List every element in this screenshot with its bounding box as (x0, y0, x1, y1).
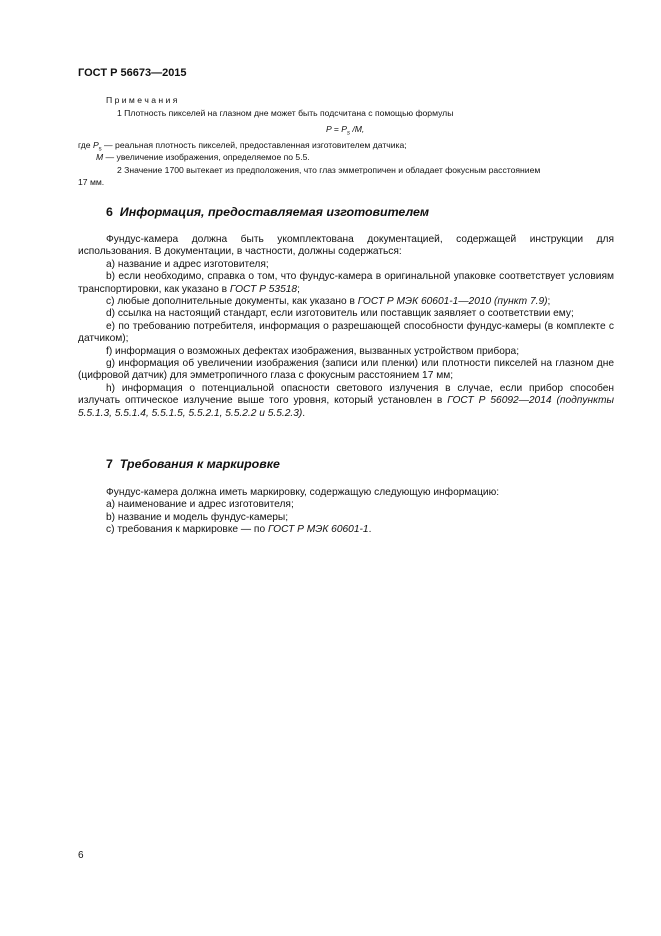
section-6-item-g: g) информация об увеличении изображения (записи или пленки) или плотности пикселей на глазном дне (цифровой датчик) для эмметропичного глаза с фокусным расстоянием 17 мм; (78, 358, 614, 382)
section-7-title: Требования к маркировке (119, 457, 280, 471)
where-p-symbol: P (92, 140, 99, 150)
formula-sub: s (346, 130, 350, 137)
note-1: 1 Плотность пикселей на глазном дне может быть подсчитана с помощью формулы (117, 108, 454, 118)
section-6-body (78, 234, 614, 420)
section-7-body (78, 487, 614, 537)
section-7-item-a: а) наименование и адрес изготовителя; (106, 499, 294, 511)
where-m-symbol: M (96, 152, 104, 162)
section-6-item-d: d) ссылка на настоящий стандарт, если изготовитель или поставщик заявляет о соответствии ему; (106, 308, 574, 320)
s7-item-c-ref: ГОСТ Р МЭК 60601-1 (267, 524, 369, 536)
item-h-text: h) информация о потенциальной опасности светового излучения в случае, если прибор способен излучать оптическое излучение выше того уровня, который установлен в (78, 382, 614, 407)
formula (326, 124, 364, 140)
section-6-number: 6 (106, 205, 113, 219)
item-b-end: ; (297, 283, 300, 295)
section-7-number: 7 (106, 457, 113, 471)
where-p-text: — реальная плотность пикселей, предоставленная изготовителем датчика; (101, 140, 407, 150)
section-6-item-a: а) название и адрес изготовителя; (106, 258, 269, 270)
section-6-item-b (78, 271, 614, 296)
where-prefix: где (78, 140, 93, 150)
notes-heading: П р и м е ч а н и я (106, 95, 178, 105)
section-6-item-h (78, 383, 614, 420)
section-7-intro: Фундус-камера должна иметь маркировку, содержащую следующую информацию: (106, 487, 500, 498)
page-number: 6 (78, 850, 84, 861)
item-h-end: . (302, 407, 306, 419)
s7-item-c-text: c) требования к маркировке — по (106, 524, 268, 536)
formula-main: P = P (326, 124, 347, 134)
section-6-item-f: f) информация о возможных дефектах изображения, вызванных устройством прибора; (106, 345, 520, 357)
section-6-item-c (78, 296, 614, 308)
where-m-text: — увеличение изображения, определяемое по 5.5. (103, 152, 310, 162)
note-2-line-1: 2 Значение 1700 вытекает из предположения, что глаз эмметропичен и обладает фокусным расстоянием (117, 165, 541, 175)
item-b-ref: ГОСТ Р 53518 (229, 283, 298, 295)
item-h-ref: ГОСТ Р 56092—2014 (подпункты 5.5.1.3, 5.5.1.4, 5.5.1.5, 5.5.2.1, 5.5.2.2 и 5.5.2.3) (78, 395, 615, 419)
section-6-intro: Фундус-камера должна быть укомплектована документацией, содержащей инструкции для использования. В документации, в частности, должны содержаться: (78, 234, 614, 258)
document-header: ГОСТ Р 56673—2015 (78, 67, 187, 79)
section-7-item-b: b) название и модель фундус-камеры; (106, 511, 289, 523)
section-7-item-c (78, 524, 614, 536)
section-6-heading (106, 205, 429, 219)
s7-item-c-end: . (368, 524, 372, 536)
where-p-sub: s (98, 146, 102, 153)
note-2-line-2: 17 мм. (78, 177, 105, 187)
section-6-item-e: e) по требованию потребителя, информация о разрешающей способности фундус-камеры (в комплекте с датчиком); (78, 320, 614, 345)
section-7-heading (106, 457, 280, 471)
item-b-text: b) если необходимо, справка о том, что фундус-камера в оригинальной упаковке соответствует условиям транспортировки, как указано в (78, 271, 614, 295)
section-6-title: Информация, предоставляемая изготовителем (119, 205, 430, 219)
item-c-ref: ГОСТ Р МЭК 60601-1—2010 (пункт 7.9) (357, 296, 548, 308)
where-m (96, 152, 310, 163)
item-c-end: ; (547, 296, 551, 308)
formula-tail: /M, (349, 124, 365, 134)
item-c-text: c) любые дополнительные документы, как указано в (106, 296, 358, 308)
